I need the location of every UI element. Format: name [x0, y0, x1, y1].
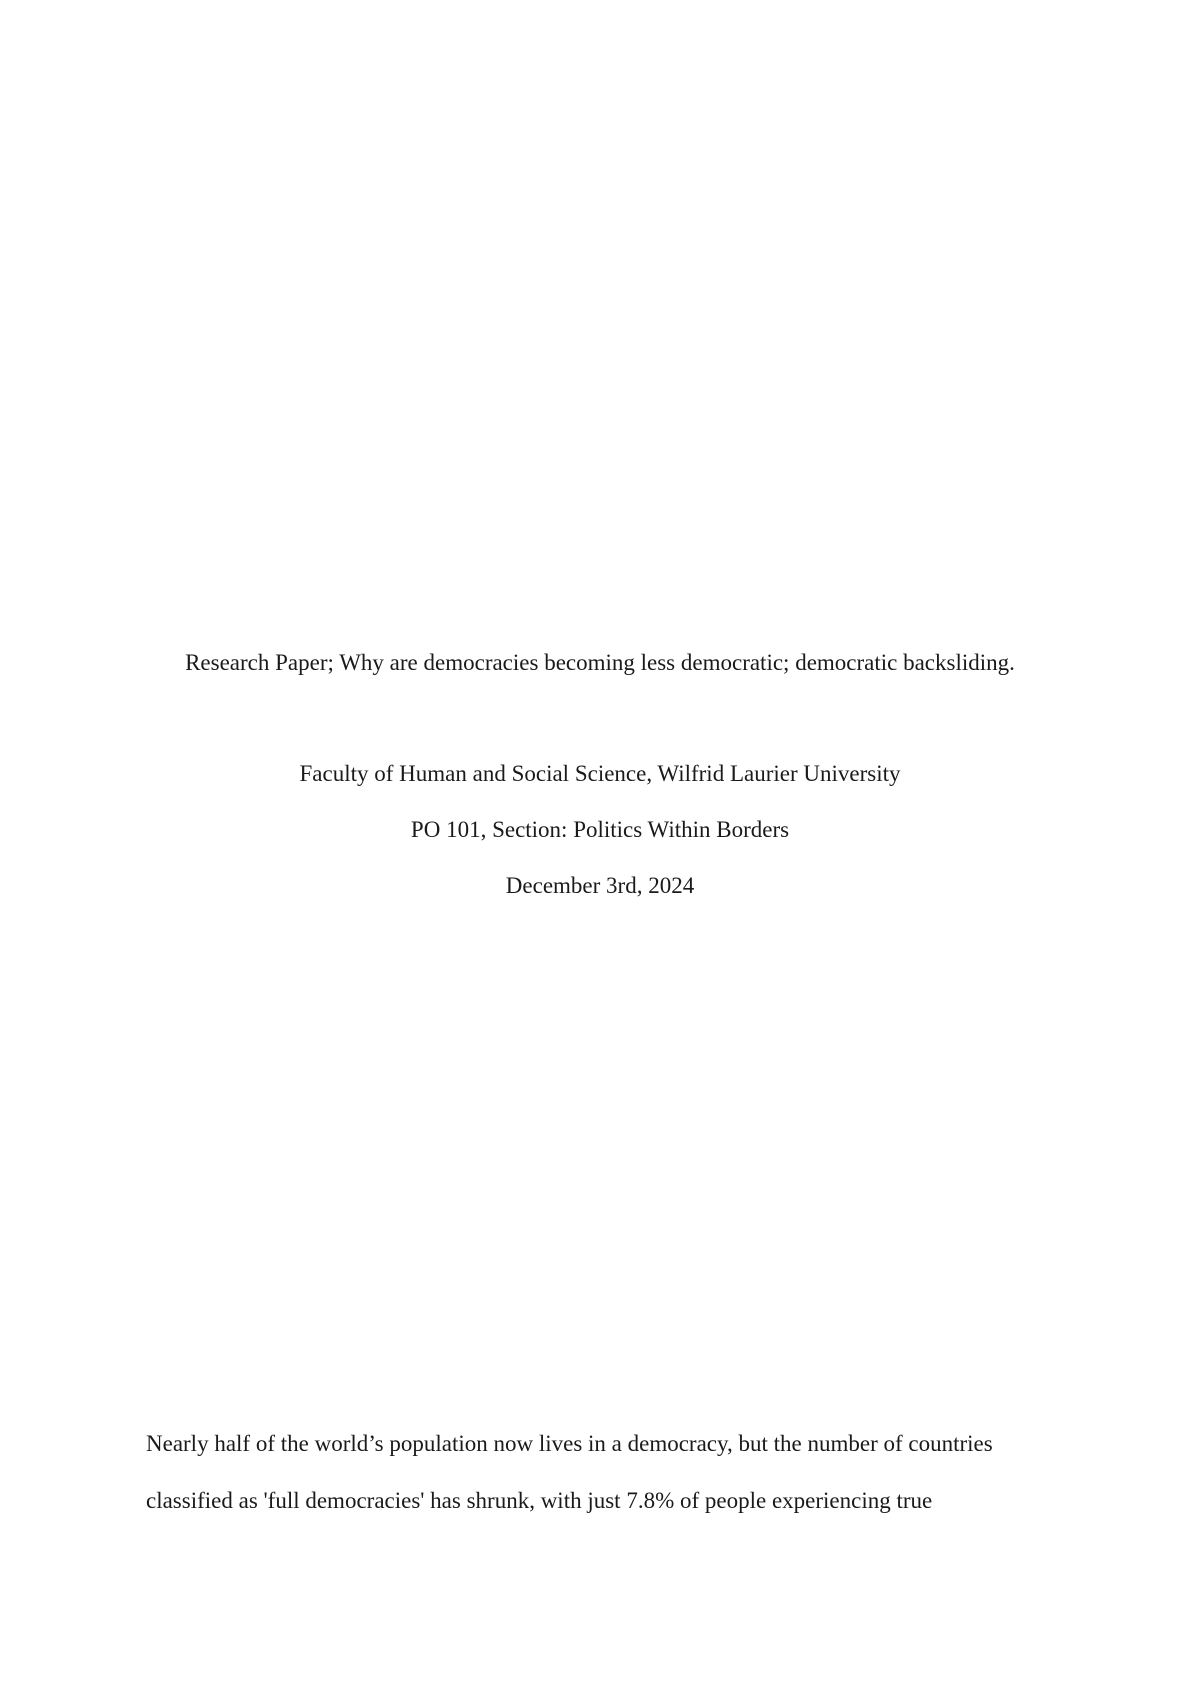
body-text-line: Nearly half of the world’s population now lives in a democracy, but the number of countries [146, 1431, 993, 1456]
course-line: PO 101, Section: Politics Within Borders [410, 817, 790, 842]
paper-title: Research Paper; Why are democracies becoming less democratic; democratic backsliding. [185, 650, 1015, 675]
faculty-line: Faculty of Human and Social Science, Wilfrid Laurier University [299, 761, 901, 786]
date-line: December 3rd, 2024 [505, 873, 695, 898]
body-text-line: classified as 'full democracies' has shrunk, with just 7.8% of people experiencing true [146, 1488, 933, 1513]
